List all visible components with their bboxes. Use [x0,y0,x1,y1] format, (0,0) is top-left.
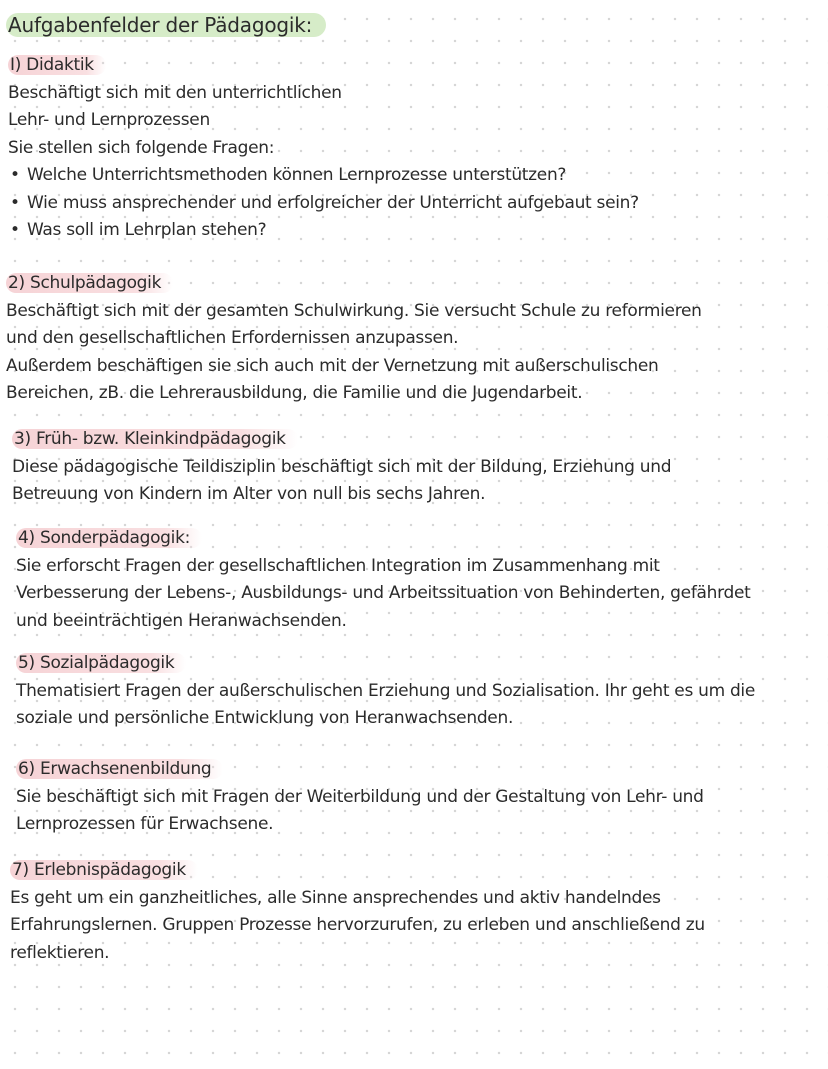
section-kleinkindpaedagogik [12,426,671,509]
section-heading-text: 6) Erwachsenenbildung [16,759,223,779]
page-title-text: Aufgabenfelder der Pädagogik: [6,13,326,37]
paragraph-line: Lernprozessen für Erwachsene. [16,814,274,834]
paragraph-line: Bereichen, zB. die Lehrerausbildung, die Familie und die Jugendarbeit. [6,383,583,403]
bullet-item: • Was soll im Lehrplan stehen? [8,217,639,245]
section-sozialpaedagogik [16,650,755,733]
section-heading [12,426,671,454]
paragraph-line: und beeinträchtigen Heranwachsenden. [16,610,347,631]
section-heading-text: 4) Sonderpädagogik: [16,528,202,548]
page-title [6,8,326,42]
paragraph-line: soziale und persönliche Entwicklung von Heranwachsenden. [16,708,514,728]
paragraph-line: Sie beschäftigt sich mit Fragen der Weiterbildung und der Gestaltung von Lehr- und [16,786,704,807]
section-heading-text: I) Didaktik [8,55,106,75]
paragraph-line: Beschäftigt sich mit den unterrichtlichen [8,82,342,103]
paragraph-line: Thematisiert Fragen der außerschulischen Erziehung und Sozialisation. Ihr geht es um die [16,680,756,701]
paragraph-line: Beschäftigt sich mit der gesamten Schulwirkung. Sie versucht Schule zu reformieren [6,300,702,321]
paragraph-line: Sie stellen sich folgende Fragen: [8,137,275,158]
section-heading [8,52,639,80]
section-heading [10,857,705,885]
paragraph-line: reflektieren. [10,942,110,963]
bullet-item: • Wie muss ansprechender und erfolgreicher der Unterricht aufgebaut sein? [8,190,639,218]
paragraph-line: Es geht um ein ganzheitliches, alle Sinne ansprechendes und aktiv handelndes [10,887,661,908]
paragraph-line: Außerdem beschäftigen sie sich auch mit der Vernetzung mit außerschulischen [6,355,659,376]
section-heading [6,270,702,298]
section-schulpaedagogik [6,270,702,408]
section-heading-text: 5) Sozialpädagogik [16,653,186,673]
section-heading [16,525,751,553]
section-didaktik [8,52,639,245]
paragraph-line: Verbesserung der Lebens-, Ausbildungs- und Arbeitssituation von Behinderten, gefährdet [16,583,751,603]
section-heading-text: 2) Schulpädagogik [6,273,173,293]
section-heading [16,650,755,678]
paragraph-line: Erfahrungslernen. Gruppen Prozesse hervorzurufen, zu erleben und anschließend zu [10,915,705,935]
paragraph-line: Sie erforscht Fragen der gesellschaftlichen Integration im Zusammenhang mit [16,555,660,576]
paragraph-line: Diese pädagogische Teildisziplin beschäftigt sich mit der Bildung, Erziehung und [12,456,672,477]
section-sonderpaedagogik [16,525,751,635]
section-erwachsenenbildung [16,756,704,839]
bullet-item: • Welche Unterrichtsmethoden können Lernprozesse unterstützen? [8,162,639,190]
paragraph-line: Lehr- und Lernprozessen [8,110,210,130]
paragraph-line: und den gesellschaftlichen Erfordernissen anzupassen. [6,328,459,348]
section-heading-text: 7) Erlebnispädagogik [10,860,198,880]
section-erlebnispaedagogik [10,857,705,967]
section-heading [16,756,704,784]
section-heading-text: 3) Früh- bzw. Kleinkindpädagogik [12,429,298,449]
paragraph-line: Betreuung von Kindern im Alter von null bis sechs Jahren. [12,484,486,504]
